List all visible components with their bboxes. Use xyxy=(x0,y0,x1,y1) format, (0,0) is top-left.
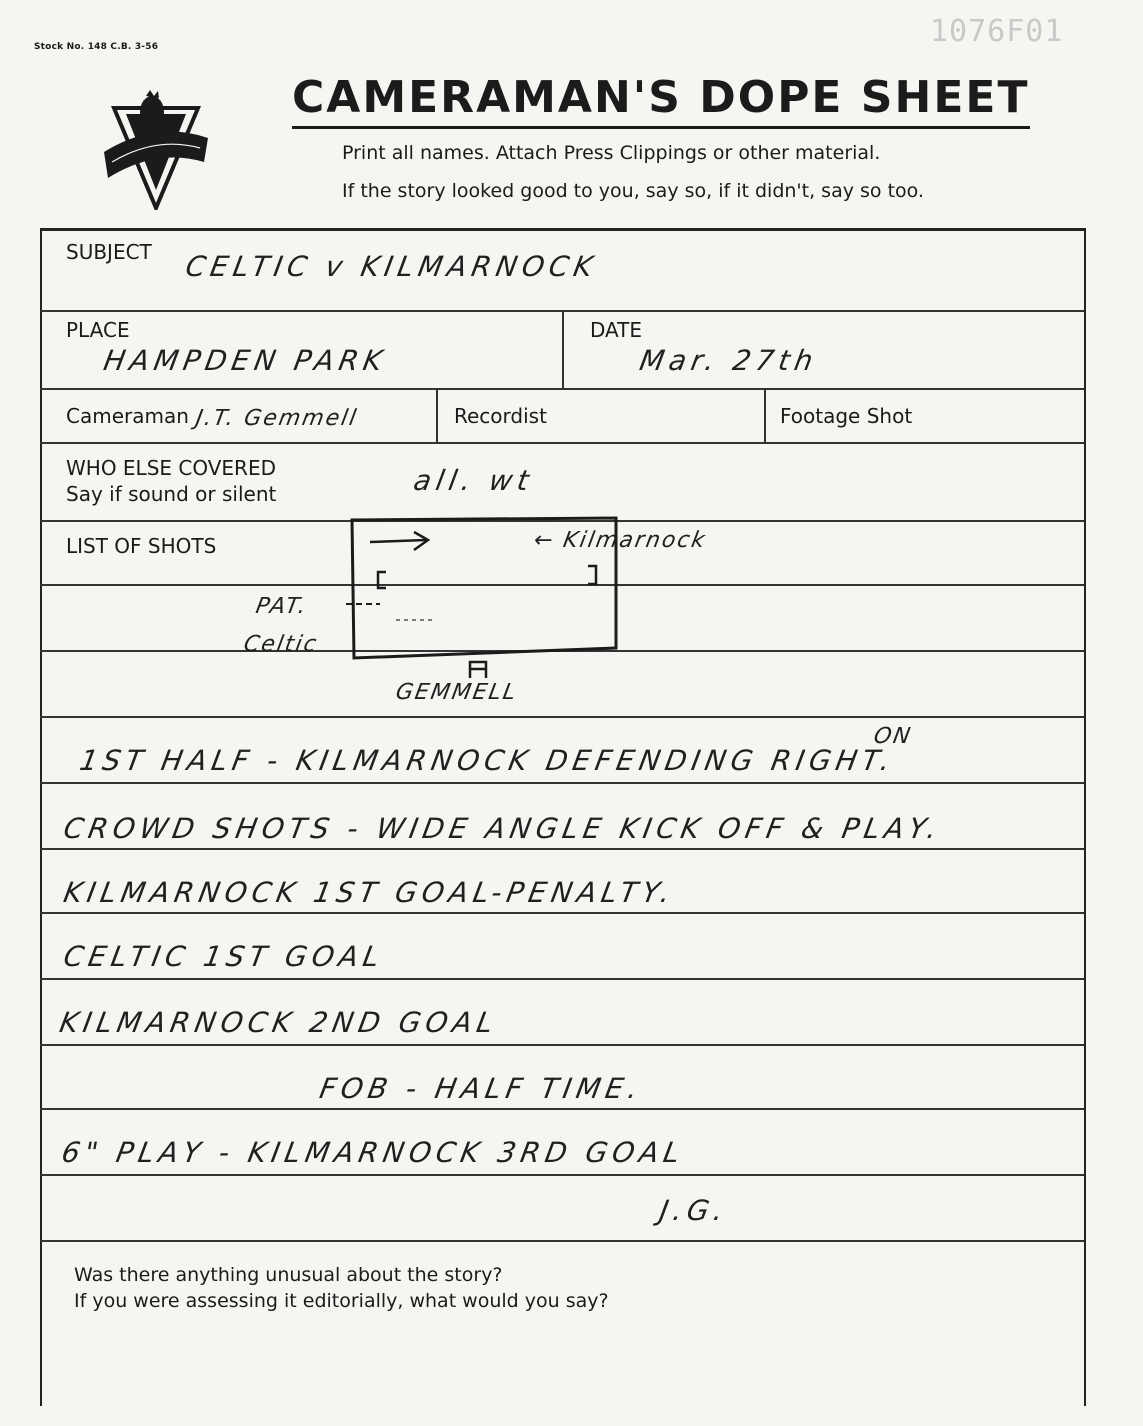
shot-line-7: 6" PLAY - KILMARNOCK 3RD GOAL xyxy=(59,1136,688,1169)
celtic-direction-label: Celtic xyxy=(241,632,321,657)
pathe-rooster-logo xyxy=(96,90,216,210)
list-of-shots-label: LIST OF SHOTS xyxy=(66,534,217,558)
penalty-taker-label: PAT. xyxy=(253,594,310,619)
shot-line-2: CROWD SHOTS - WIDE ANGLE KICK OFF & PLAY. xyxy=(61,812,945,845)
cameraman-label: Cameraman xyxy=(66,404,189,428)
footage-shot-label: Footage Shot xyxy=(780,404,913,428)
cameraman-signature: J.T. Gemmell xyxy=(193,406,360,431)
rule-shot-7 xyxy=(40,978,1084,980)
unusual-question: Was there anything unusual about the story? xyxy=(74,1264,503,1286)
rule-shot-10 xyxy=(40,1174,1084,1176)
gemmell-label: GEMMELL xyxy=(393,680,520,705)
subject-label: SUBJECT xyxy=(66,240,152,264)
date-label: DATE xyxy=(590,318,643,342)
who-else-value: all. wt xyxy=(411,464,537,497)
kilmarnock-direction-label: ← Kilmarnock xyxy=(531,528,709,553)
place-label: PLACE xyxy=(66,318,130,342)
who-else-label: WHO ELSE COVERED xyxy=(66,456,276,480)
form-top-border xyxy=(40,228,1084,231)
page-title: CAMERAMAN'S DOPE SHEET xyxy=(292,72,1030,123)
rule-shot-8 xyxy=(40,1044,1084,1046)
shot-line-5: KILMARNOCK 2ND GOAL xyxy=(57,1006,501,1039)
shot-line-4: CELTIC 1ST GOAL xyxy=(61,940,387,973)
recordist-label: Recordist xyxy=(454,404,547,428)
subject-value: CELTIC v KILMARNOCK xyxy=(183,250,601,283)
shot-line-6: FOB - HALF TIME. xyxy=(317,1072,646,1105)
rule-place xyxy=(40,388,1084,390)
divider-cameraman-recordist xyxy=(436,388,438,442)
rule-shot-6 xyxy=(40,912,1084,914)
gemmell-position-marker xyxy=(466,656,490,680)
shot-line-3: KILMARNOCK 1ST GOAL-PENALTY. xyxy=(61,876,678,909)
editorial-question: If you were assessing it editorially, what would you say? xyxy=(74,1290,609,1312)
date-value: Mar. 27th xyxy=(637,344,821,377)
title-underline xyxy=(292,126,1030,129)
divider-place-date xyxy=(562,310,564,388)
rule-shot-11 xyxy=(40,1240,1084,1242)
place-value: HAMPDEN PARK xyxy=(101,344,390,377)
instruction-line-1: Print all names. Attach Press Clippings or other material. xyxy=(342,142,881,164)
on-insert-note: ON xyxy=(871,724,914,749)
archive-reference: 1076F01 xyxy=(930,14,1064,49)
rule-cameraman xyxy=(40,442,1084,444)
rule-shot-3 xyxy=(40,716,1084,718)
shot-line-1: 1ST HALF - KILMARNOCK DEFENDING RIGHT. xyxy=(77,744,898,777)
instruction-line-2: If the story looked good to you, say so, if it didn't, say so too. xyxy=(342,180,924,202)
stock-number: Stock No. 148 C.B. 3-56 xyxy=(34,42,159,52)
initials-signature: J.G. xyxy=(657,1194,731,1227)
rule-shot-4 xyxy=(40,782,1084,784)
rule-shot-9 xyxy=(40,1108,1084,1110)
divider-recordist-footage xyxy=(764,388,766,442)
rule-shot-5 xyxy=(40,848,1084,850)
who-else-sublabel: Say if sound or silent xyxy=(66,482,277,506)
